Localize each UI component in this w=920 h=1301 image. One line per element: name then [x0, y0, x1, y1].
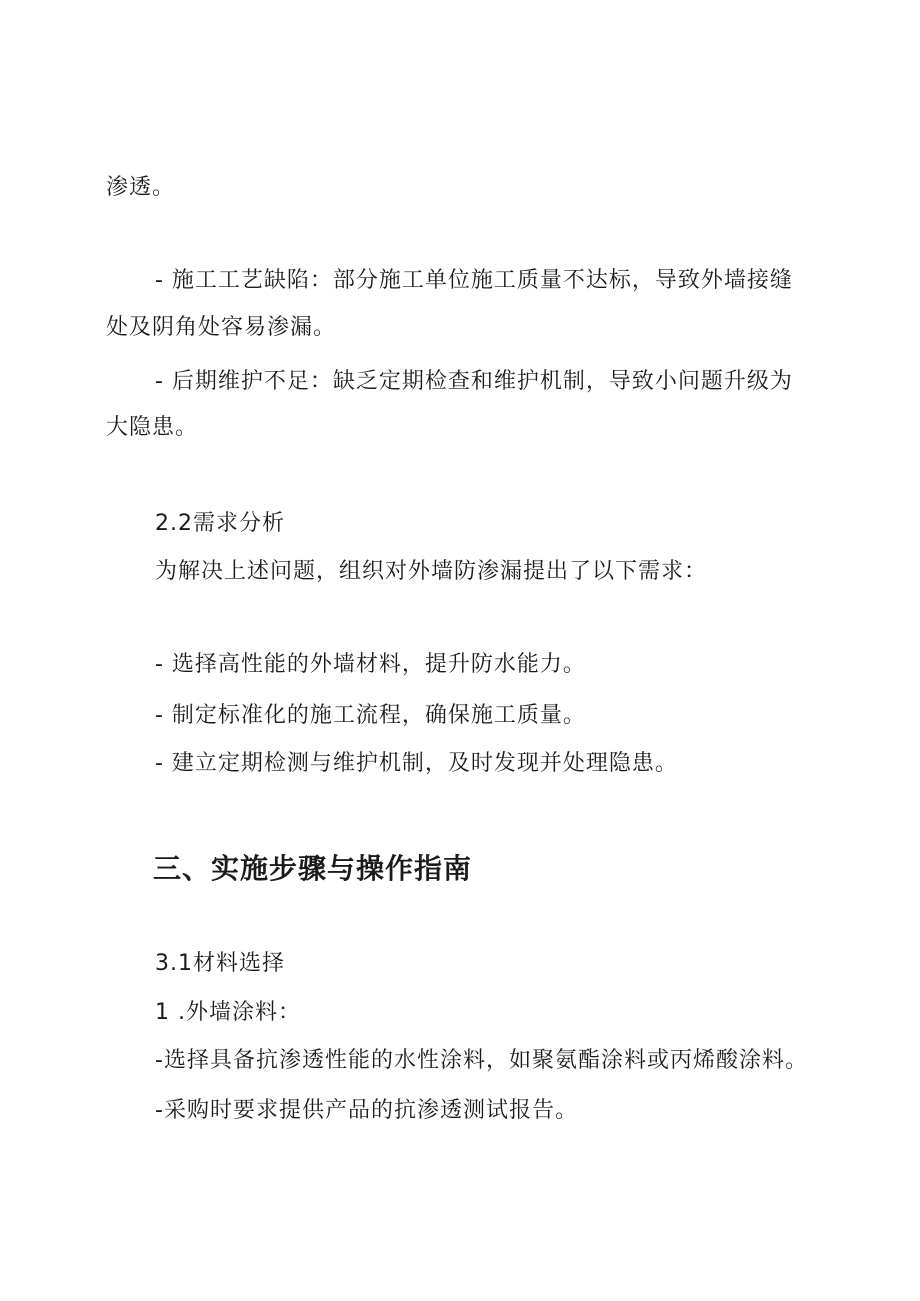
item-1-bullet-1: -选择具备抗渗透性能的水性涂料，如聚氨酯涂料或丙烯酸涂料。	[155, 1048, 808, 1073]
item-1-title: 1 .外墙涂料：	[155, 1000, 301, 1025]
section-3-1-title: 3.1材料选择	[155, 951, 285, 976]
requirement-item-3: - 建立定期检测与维护机制，及时发现并处理隐患。	[155, 751, 678, 776]
bullet-maintenance-line2: 大隐患。	[106, 415, 199, 440]
paragraph-continuation: 渗透。	[106, 175, 176, 200]
requirement-item-2: - 制定标准化的施工流程，确保施工质量。	[155, 703, 586, 728]
bullet-maintenance-line1: - 后期维护不足：缺乏定期检查和维护机制，导致小问题升级为	[155, 369, 793, 394]
bullet-construction-defect-line1: - 施工工艺缺陷：部分施工单位施工质量不达标，导致外墙接缝	[155, 268, 793, 293]
chapter-3-title: 三、实施步骤与操作指南	[153, 852, 473, 885]
section-2-2-title: 2.2需求分析	[155, 511, 285, 536]
item-1-bullet-2: -采购时要求提供产品的抗渗透测试报告。	[155, 1098, 578, 1123]
requirement-item-1: - 选择高性能的外墙材料，提升防水能力。	[155, 652, 586, 677]
bullet-construction-defect-line2: 处及阴角处容易渗漏。	[106, 315, 337, 340]
section-2-2-intro: 为解决上述问题，组织对外墙防渗漏提出了以下需求：	[155, 559, 708, 584]
